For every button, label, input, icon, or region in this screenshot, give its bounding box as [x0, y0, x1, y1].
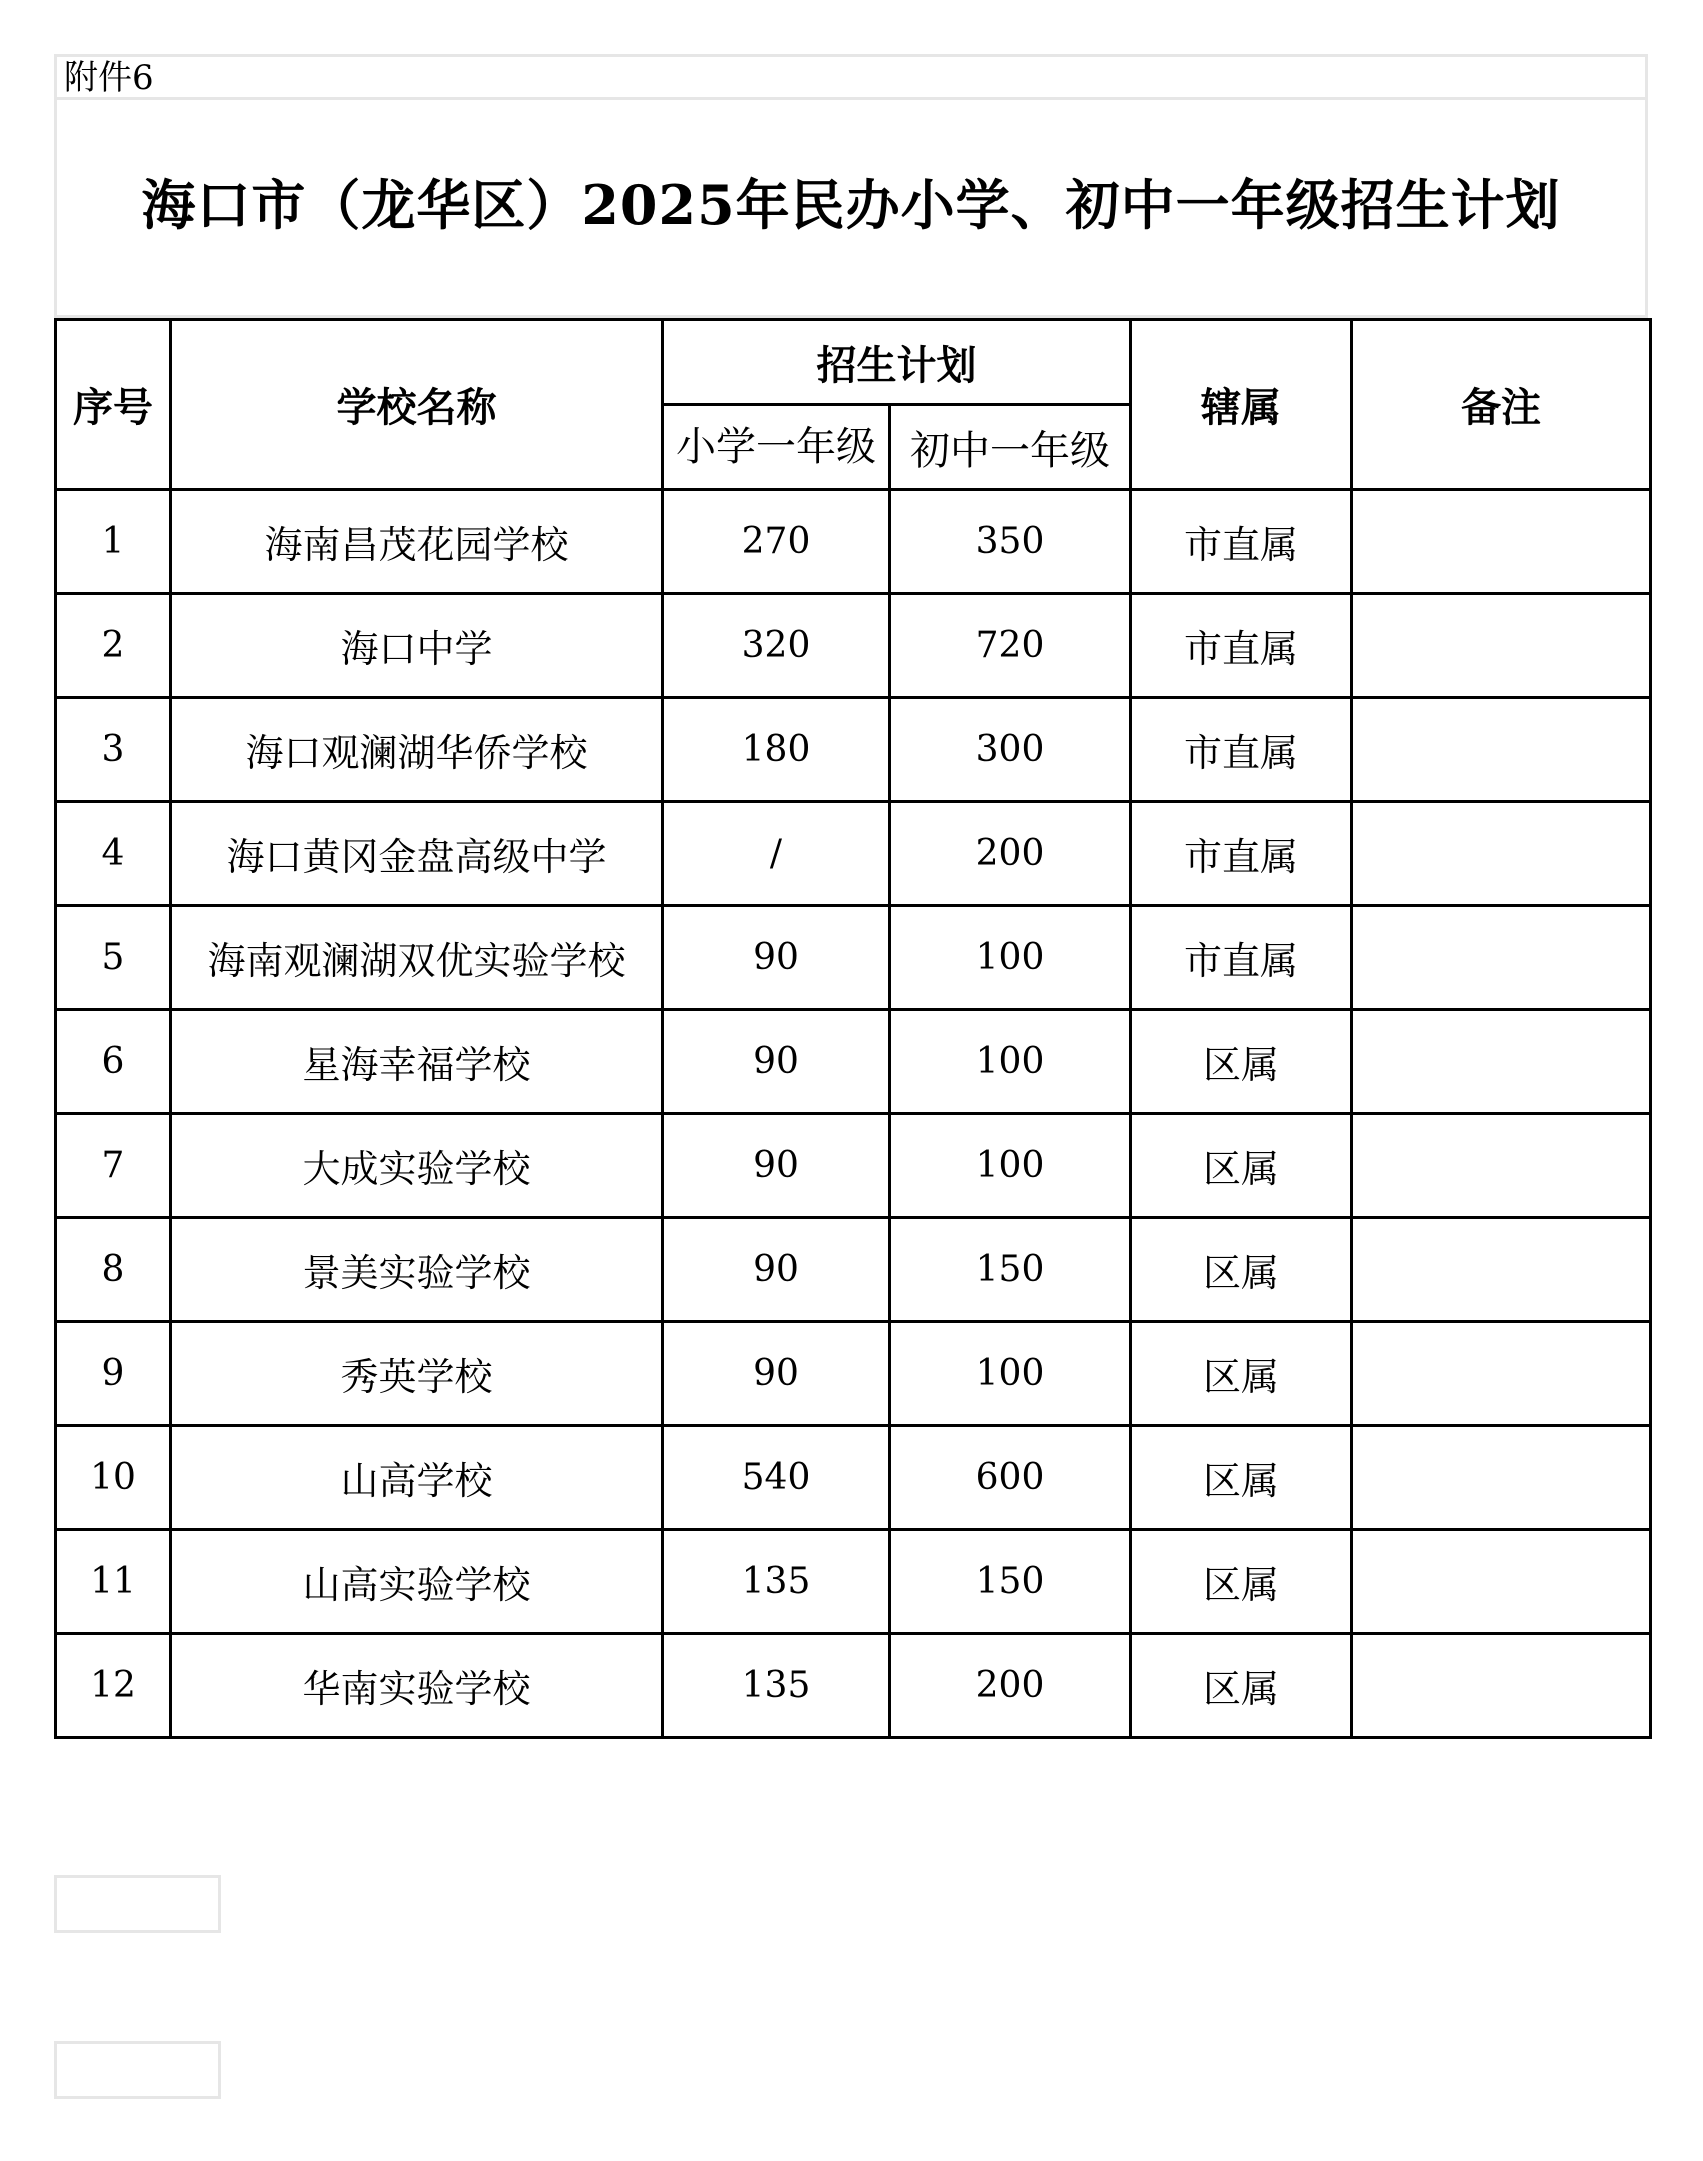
- attachment-cell: [54, 54, 1648, 100]
- cell-affiliation: 区属: [1131, 1426, 1352, 1530]
- header-junior-grade-1: 初中一年级: [890, 405, 1131, 490]
- table-row: [56, 1010, 1651, 1114]
- cell-junior-plan: 200: [890, 1634, 1131, 1738]
- cell-school-name: 山高实验学校: [171, 1530, 663, 1634]
- cell-remark: [1352, 1322, 1651, 1426]
- table-row: [56, 1530, 1651, 1634]
- cell-remark: [1352, 490, 1651, 594]
- cell-school-name: 海口黄冈金盘高级中学: [171, 802, 663, 906]
- cell-school-name: 华南实验学校: [171, 1634, 663, 1738]
- cell-affiliation: 市直属: [1131, 698, 1352, 802]
- table-row: [56, 906, 1651, 1010]
- cell-primary-plan: 90: [663, 1010, 890, 1114]
- table-row: [56, 594, 1651, 698]
- cell-junior-plan: 300: [890, 698, 1131, 802]
- cell-remark: [1352, 1634, 1651, 1738]
- cell-seq: 5: [56, 906, 171, 1010]
- cell-junior-plan: 100: [890, 906, 1131, 1010]
- empty-cell-box: [54, 1875, 221, 1933]
- enrollment-plan-table: [54, 318, 1652, 1739]
- cell-school-name: 海南昌茂花园学校: [171, 490, 663, 594]
- cell-seq: 10: [56, 1426, 171, 1530]
- cell-primary-plan: 90: [663, 1218, 890, 1322]
- cell-junior-plan: 100: [890, 1010, 1131, 1114]
- table-row: [56, 1322, 1651, 1426]
- header-seq: 序号: [56, 320, 171, 490]
- table-row: [56, 1114, 1651, 1218]
- cell-remark: [1352, 698, 1651, 802]
- cell-primary-plan: /: [663, 802, 890, 906]
- cell-junior-plan: 350: [890, 490, 1131, 594]
- cell-primary-plan: 180: [663, 698, 890, 802]
- table-row: [56, 490, 1651, 594]
- cell-junior-plan: 720: [890, 594, 1131, 698]
- cell-seq: 9: [56, 1322, 171, 1426]
- cell-school-name: 景美实验学校: [171, 1218, 663, 1322]
- header-affiliation: 辖属: [1131, 320, 1352, 490]
- cell-junior-plan: 100: [890, 1322, 1131, 1426]
- cell-school-name: 山高学校: [171, 1426, 663, 1530]
- cell-affiliation: 区属: [1131, 1322, 1352, 1426]
- cell-junior-plan: 600: [890, 1426, 1131, 1530]
- cell-remark: [1352, 1426, 1651, 1530]
- cell-affiliation: 区属: [1131, 1114, 1352, 1218]
- cell-affiliation: 区属: [1131, 1634, 1352, 1738]
- cell-primary-plan: 320: [663, 594, 890, 698]
- table-row: [56, 802, 1651, 906]
- cell-primary-plan: 90: [663, 906, 890, 1010]
- cell-seq: 11: [56, 1530, 171, 1634]
- document-title: 海口市（龙华区）2025年民办小学、初中一年级招生计划: [141, 173, 1561, 237]
- cell-primary-plan: 135: [663, 1530, 890, 1634]
- cell-seq: 3: [56, 698, 171, 802]
- cell-affiliation: 区属: [1131, 1218, 1352, 1322]
- cell-seq: 4: [56, 802, 171, 906]
- cell-seq: 6: [56, 1010, 171, 1114]
- cell-primary-plan: 135: [663, 1634, 890, 1738]
- attachment-label: 附件6: [64, 58, 154, 98]
- cell-seq: 8: [56, 1218, 171, 1322]
- cell-remark: [1352, 906, 1651, 1010]
- cell-remark: [1352, 594, 1651, 698]
- cell-primary-plan: 90: [663, 1114, 890, 1218]
- cell-school-name: 秀英学校: [171, 1322, 663, 1426]
- cell-remark: [1352, 802, 1651, 906]
- header-enrollment-plan: 招生计划: [663, 320, 1131, 405]
- empty-cell-box: [54, 2041, 221, 2099]
- table-row: [56, 1426, 1651, 1530]
- cell-remark: [1352, 1530, 1651, 1634]
- cell-school-name: 海南观澜湖双优实验学校: [171, 906, 663, 1010]
- cell-seq: 2: [56, 594, 171, 698]
- table-header-row: [56, 320, 1651, 405]
- cell-primary-plan: 270: [663, 490, 890, 594]
- cell-seq: 12: [56, 1634, 171, 1738]
- cell-affiliation: 市直属: [1131, 802, 1352, 906]
- cell-school-name: 星海幸福学校: [171, 1010, 663, 1114]
- cell-school-name: 海口中学: [171, 594, 663, 698]
- cell-affiliation: 市直属: [1131, 906, 1352, 1010]
- table-row: [56, 1634, 1651, 1738]
- cell-junior-plan: 150: [890, 1218, 1131, 1322]
- cell-junior-plan: 150: [890, 1530, 1131, 1634]
- cell-remark: [1352, 1218, 1651, 1322]
- cell-affiliation: 区属: [1131, 1530, 1352, 1634]
- cell-affiliation: 区属: [1131, 1010, 1352, 1114]
- header-remark: 备注: [1352, 320, 1651, 490]
- cell-remark: [1352, 1114, 1651, 1218]
- cell-affiliation: 市直属: [1131, 490, 1352, 594]
- cell-school-name: 海口观澜湖华侨学校: [171, 698, 663, 802]
- cell-remark: [1352, 1010, 1651, 1114]
- table-body: [56, 490, 1651, 1738]
- cell-seq: 1: [56, 490, 171, 594]
- cell-seq: 7: [56, 1114, 171, 1218]
- table-row: [56, 1218, 1651, 1322]
- header-primary-grade-1: 小学一年级: [663, 405, 890, 490]
- table-row: [56, 698, 1651, 802]
- cell-junior-plan: 200: [890, 802, 1131, 906]
- cell-school-name: 大成实验学校: [171, 1114, 663, 1218]
- cell-affiliation: 市直属: [1131, 594, 1352, 698]
- cell-primary-plan: 90: [663, 1322, 890, 1426]
- header-school-name: 学校名称: [171, 320, 663, 490]
- cell-primary-plan: 540: [663, 1426, 890, 1530]
- cell-junior-plan: 100: [890, 1114, 1131, 1218]
